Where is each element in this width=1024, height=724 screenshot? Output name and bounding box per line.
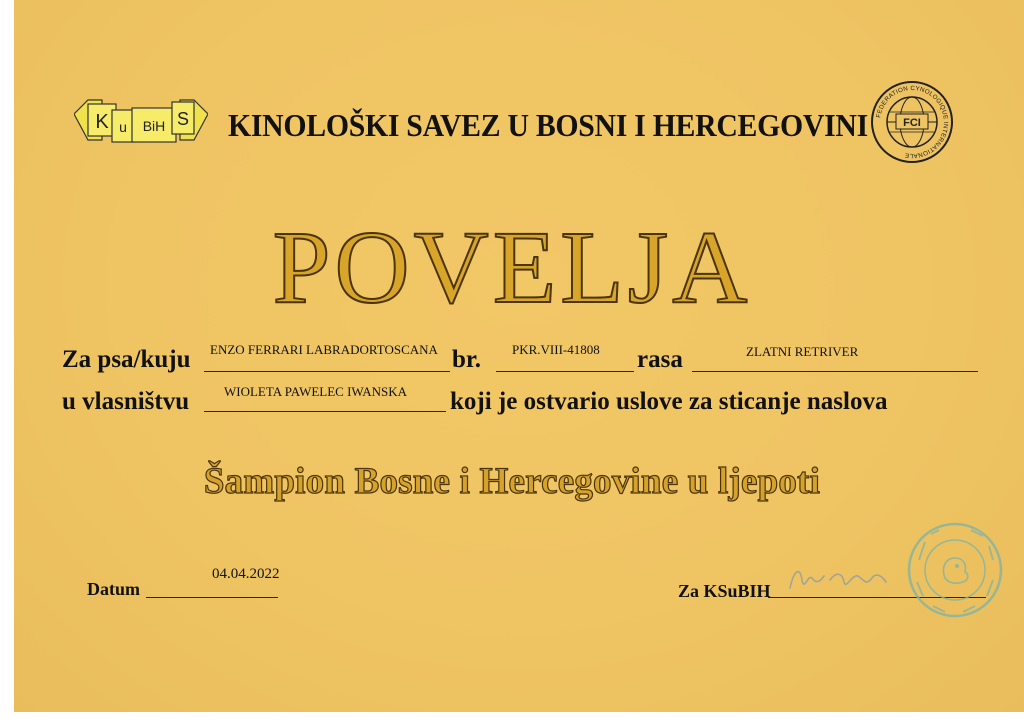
logo-letter-u: u bbox=[119, 119, 127, 135]
owner-suffix-text: koji je ostvario uslove za sticanje naslova bbox=[450, 388, 888, 415]
owner-label: u vlasništvu bbox=[62, 388, 190, 415]
date-label: Datum bbox=[87, 579, 140, 599]
award-title: Šampion Bosne i Hercegovine u ljepoti bbox=[203, 461, 821, 502]
signature-label: Za KSuBIH bbox=[678, 581, 771, 601]
handwritten-signature bbox=[786, 560, 896, 600]
owner-name-line bbox=[204, 411, 446, 412]
reg-number-label: br. bbox=[452, 346, 481, 373]
reg-number-line bbox=[496, 371, 634, 372]
organization-name: KINOLOŠKI SAVEZ U BOSNI I HERCEGOVINI bbox=[228, 107, 868, 143]
fci-center-text: FCI bbox=[903, 117, 921, 129]
owner-name-value: WIOLETA PAWELEC IWANSKA bbox=[224, 384, 408, 399]
breed-line bbox=[692, 371, 978, 372]
date-value: 04.04.2022 bbox=[212, 566, 280, 582]
logo-letter-bih: BiH bbox=[142, 118, 166, 134]
dog-label: Za psa/kuju bbox=[62, 346, 191, 373]
ksubih-logo bbox=[74, 94, 208, 148]
fci-ring-text: FEDERATION CYNOLOGIQUE INTERNATIONALE bbox=[875, 84, 950, 160]
official-seal bbox=[905, 520, 1005, 620]
dog-name-line bbox=[204, 371, 450, 372]
date-line bbox=[146, 597, 278, 598]
document-title: POVELJA bbox=[272, 210, 752, 325]
breed-value: ZLATNI RETRIVER bbox=[746, 344, 859, 359]
logo-letter-s: S bbox=[176, 109, 190, 129]
fci-logo bbox=[870, 80, 954, 164]
reg-number-value: PKR.VIII-41808 bbox=[512, 342, 600, 357]
dog-name-value: ENZO FERRARI LABRADORTOSCANA bbox=[210, 342, 438, 357]
breed-label: rasa bbox=[637, 346, 683, 373]
logo-letter-k: K bbox=[95, 111, 109, 133]
